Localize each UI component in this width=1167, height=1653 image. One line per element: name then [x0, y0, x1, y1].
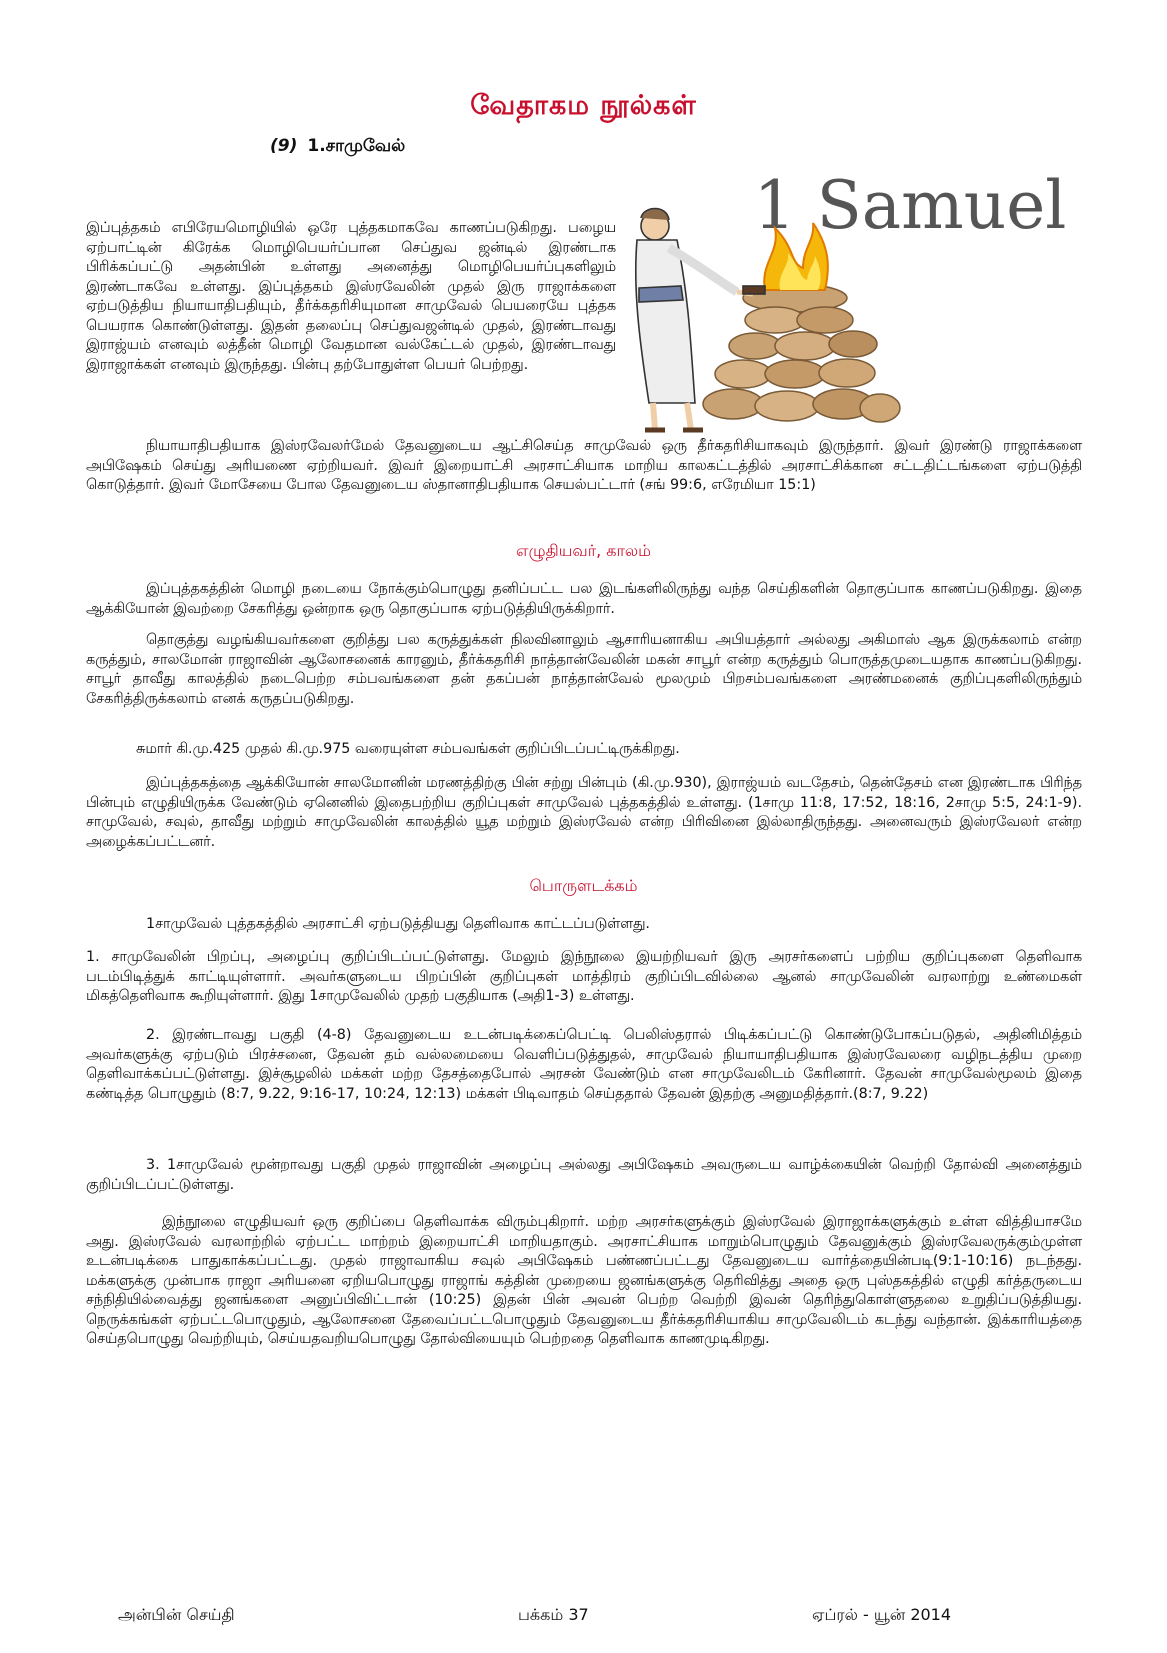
body-paragraph: சுமார் கி.மு.425 முதல் கி.மு.975 வரையுள்ள சம்பவங்கள் குறிப்பிடப்பட்டிருக்கிறது. [136, 741, 680, 757]
body-paragraph: 2. இரண்டாவது பகுதி (4-8) தேவனுடைய உடன்படிக்கைப்பெட்டி பெலிஸ்தரால் பிடிக்கப்பட்டு கொண்டுபோகப்படுதல், அதினிமித்தம் அவர்களுக்கு ஏற்படும் பிரச்சனை, தேவன் தம் வல்லமையை வெளிப்படுத்துதல், சாமுவேல் நியாயாதிபதியாக இஸ்ரவேலரை வழிநடத்திய முறை தெளிவாக்கப்பட்டுள்ளது. இச்சூழலில் மக்கள் மற்ற தேசத்தைபோல் அரசன் வேண்டும் என சாமுவேலிடம் கேரினார். தேவன் சாமுவேல்மூலம் இதை கண்டித்த பொழுதும் (8:7, 9.22, 9:16-17, 10:24, 12:13) மக்கள் பிடிவாதம் செய்ததால் தேவன் இதற்கு அனுமதித்தார்.(8:7, 9.22) [86, 1027, 1082, 1102]
footer-page-number: பக்கம் 37 [518, 1605, 589, 1624]
footer-issue-date: ஏப்ரல் - யூன் 2014 [812, 1605, 952, 1624]
body-paragraph: இப்புத்தகத்தின் மொழி நடையை நோக்கும்பொழுது தனிப்பட்ட பல இடங்களிலிருந்து வந்த செய்திகளின் தொகுப்பாக காணப்படுகிறது. இதை ஆக்கியோன் இவற்றை சேகரித்து ஒன்றாக ஒரு தொகுப்பாக ஏற்படுத்தியிருக்கிறார். [86, 581, 1082, 617]
intro-paragraph: இப்புத்தகம் எபிரேயமொழியில் ஒரே புத்தகமாகவே காணப்படுகிறது. பழைய ஏற்பாட்டின் கிரேக்க மொழிபெயர்ப்பான செப்துவ ஜன்டில் இரண்டாக பிரிக்கப்பட்டு அதன்பின் உள்ளது அனைத்து மொழிபெயர்ப்புகளிலும் இரண்டாகவே உள்ளது. இப்புத்தகம் இஸ்ரவேலின் முதல் இரு ராஜாக்களை ஏற்படுத்திய நியாயாதிபதியும், தீர்க்கதரிசியுமான சாமுவேல் பெயரையே புத்தக பெயராக கொண்டுள்ளது. இதன் தலைப்பு செப்துவஜன்டில் முதல், இரண்டாவது இராஜ்யம் எனவும் லத்தீன் மொழி வேதமான வல்கேட்டல் முதல், இரண்டாவது இராஜாக்கள் எனவும் இருந்தது. பின்பு தற்போதுள்ள பெயர் பெற்றது. [86, 220, 616, 373]
samuel-offering-illustration [625, 168, 1095, 468]
footer-publication: அன்பின் செய்தி [118, 1605, 235, 1624]
body-paragraph: 1சாமுவேல் புத்தகத்தில் அரசாட்சி ஏற்படுத்தியது தெளிவாக காட்டப்படுள்ளது. [146, 916, 650, 932]
book-name: 1.சாமுவேல் [307, 136, 406, 156]
body-paragraph: 1. சாமுவேலின் பிறப்பு, அழைப்பு குறிப்பிடப்பட்டுள்ளது. மேலும் இந்நூலை இயற்றியவர் இரு அரசர்களைப் பற்றிய குறிப்புகளை தெளிவாக படம்பிடித்துக் காட்டியுள்ளார். அவர்களுடைய பிறப்பின் குறிப்புகள் மாத்திரம் குறிப்பிடவில்லை ஆனல் சாமுவேலின் வரலாற்று உண்மைகள் மிகத்தெளிவாக கூறியுள்ளார். இது 1சாமுவேலில் முதற் பகுதியாக (அதி1-3) உள்ளது. [86, 949, 1082, 1004]
book-number: (9) [270, 136, 298, 156]
page-title: வேதாகம நூல்கள் [470, 90, 697, 121]
body-paragraph: இந்நூலை எழுதியவர் ஒரு குறிப்பை தெளிவாக்க விரும்புகிறார். மற்ற அரசர்களுக்கும் இஸ்ரவேல் இராஜாக்களுக்கும் உள்ள வித்தியாசமே அது. இஸ்ரவேல் வரலாற்றில் ஏற்பட்ட மாற்றம் இறையாட்சி மாறியதாகும். அரசாட்சியாக மாறும்பொழுதும் தேவனுக்கும் இஸ்ரவேலருக்கும்முள்ள உடன்படிக்கை பாதுகாக்கப்பட்டது. முதல் ராஜாவாகிய சவுல் அபிஷேகம் பண்ணப்பட்டது தேவனுடைய வார்த்தையின்படி(9:1-10:16) நடந்தது. மக்களுக்கு முன்பாக ராஜா அரியனை ஏறியபொழுது ராஜாங் கத்தின் முறையை ஜனங்களுக்கு தெரிவித்து அதை ஒரு புஸ்தகத்தில் எழுதி கர்த்தருடைய சந்நிதியில்வைத்து ஜனங்களை அனுப்பிவிட்டான் (10:25) இதன் பின் அவன் பெற்ற வெற்றி இவன் தெரிந்துகொள்ளுதலை உறுதிப்படுத்தியது. நெருக்கங்கள் ஏற்பட்டபொழுதும், ஆலோசனை தேவைப்பட்டபொழுதும் தேவனுடைய தீர்க்கதரிசியாகிய சாமுவேலிடம் கடந்து வந்தான். இக்காரியத்தை செய்தபொழுது வெற்றியும், செய்யதவறியபொழுது தோல்வியையும் பெற்றதை தெளிவாக காணமுடிகிறது. [86, 1214, 1082, 1347]
body-paragraph: 3. 1சாமுவேல் மூன்றாவது பகுதி முதல் ராஜாவின் அழைப்பு அல்லது அபிஷேகம் அவருடைய வாழ்க்கையின் வெற்றி தோல்வி அனைத்தும் குறிப்பிடப்பட்டுள்ளது. [86, 1157, 1082, 1193]
section-heading-author: எழுதியவர், காலம் [516, 541, 651, 560]
section-heading-contents: பொருளடக்கம் [529, 876, 638, 895]
body-paragraph: இப்புத்தகத்தை ஆக்கியோன் சாலமோனின் மரணத்திற்கு பின் சற்று பின்பும் (கி.மு.930), இராஜ்யம் வடதேசம், தென்தேசம் என இரண்டாக பிரிந்த பின்பும் எழுதியிருக்க வேண்டும் ஏனெனில் இதைபற்றிய குறிப்புகள் சாமுவேல் புத்தகத்தில் உள்ளது. (1சாமு 11:8, 17:52, 18:16, 2சாமு 5:5, 24:1-9). சாமுவேல், சவுல், தாவீது மற்றும் சாமுவேலின் காலத்தில் யூத மற்றும் இஸ்ரவேல் என்ற பிரிவினை இல்லாதிருந்தது. அனைவரும் இஸ்ரவேலர் என்ற அழைக்கப்பட்டனர். [86, 775, 1082, 850]
illustration-caption: 1 Samuel [753, 168, 1067, 244]
book-heading [270, 136, 405, 158]
body-paragraph: தொகுத்து வழங்கியவர்களை குறித்து பல கருத்துக்கள் நிலவினாலும் ஆசாரியனாகிய அபியத்தார் அல்லது அகிமாஸ் ஆக இருக்கலாம் என்ற கருத்தும், சாலமோன் ராஜாவின் ஆலோசனைக் காரனும், தீர்க்கதரிசி நாத்தான்வேலின் மகன் சாபூர் என்ற கருத்தும் பொருத்தமுடையதாக காணப்படுகிறது. சாபூர் தாவீது காலத்தில் நடைபெற்ற சம்பவங்களை தன் தகப்பன் நாத்தான்வேல் மூலமும் பிறசம்பவங்களை அரண்மனைக் குறிப்புகளிலிருந்தும் சேகரித்திருக்கலாம் எனக் கருதப்படுகிறது. [86, 632, 1082, 707]
body-paragraph: நியாயாதிபதியாக இஸ்ரவேலர்மேல் தேவனுடைய ஆட்சிசெய்த சாமுவேல் ஒரு தீர்கதரிசியாகவும் இருந்தார். இவர் இரண்டு ராஜாக்களை அபிஷேகம் செய்து அரியணை ஏற்றியவர். இவர் இறையாட்சி அரசாட்சியாக மாறிய காலகட்டத்தில் அரசாட்சிக்கான சட்டதிட்டங்களை ஏற்படுத்தி கொடுத்தார். இவர் மோசேயை போல தேவனுடைய ஸ்தானாதிபதியாக செயல்பட்டார் (சங் 99:6, எரேமியா 15:1) [86, 438, 1082, 493]
